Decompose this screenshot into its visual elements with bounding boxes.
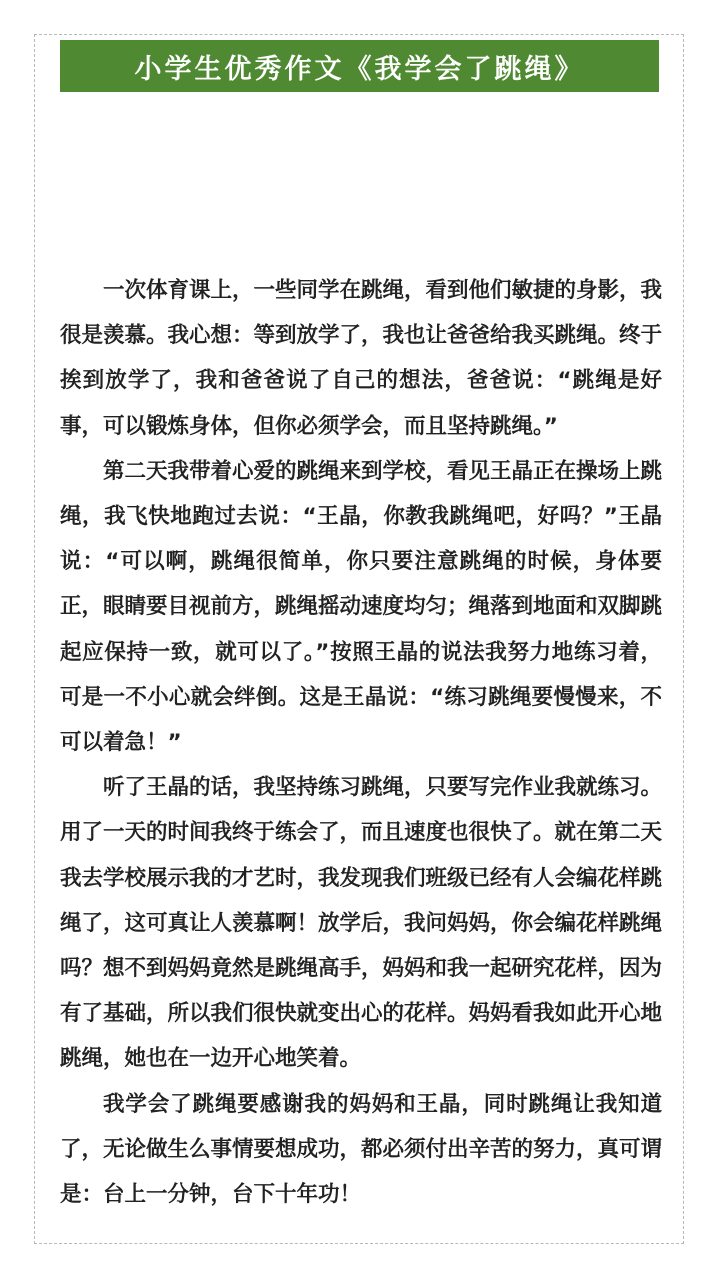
essay-paragraph-3: 听了王晶的话，我坚持练习跳绳，只要写完作业我就练习。用了一天的时间我终于练会了，而且速度也很快了。就在第二天我去学校展示我的才艺时，我发现我们班级已经有人会编花样跳绳了，这可真让人羡慕啊！放学后，我问妈妈，你会编花样跳绳吗？想不到妈妈竟然是跳绳高手，妈妈和我一起研究花样，因为有了基础，所以我们很快就变出心的花样。妈妈看我如此开心地跳绳，她也在一边开心地笑着。: [60, 775, 663, 1072]
page-title: 小学生优秀作文《我学会了跳绳》: [134, 53, 585, 85]
essay-paragraph-1: 一次体育课上，一些同学在跳绳，看到他们敏捷的身影，我很是羡慕。我心想：等到放学了，我也让爸爸给我买跳绳。终于挨到放学了，我和爸爸说了自己的想法，爸爸说：“跳绳是好事，可以锻炼身体，但你必须学会，而且坚持跳绳。”: [60, 278, 663, 439]
essay-body: [60, 268, 662, 1217]
title-banner: [60, 40, 659, 92]
essay-paragraph-2: 第二天我带着心爱的跳绳来到学校，看见王晶正在操场上跳绳，我飞快地跑过去说：“王晶，你教我跳绳吧，好吗？”王晶说：“可以啊，跳绳很简单，你只要注意跳绳的时候，身体要正，眼睛要目视前方，跳绳摇动速度均匀；绳落到地面和双脚跳起应保持一致，就可以了。”按照王晶的说法我努力地练习着，可是一不小心就会绊倒。这是王晶说：“练习跳绳要慢慢来，不可以着急！”: [60, 458, 663, 756]
essay-paragraph-4: 我学会了跳绳要感谢我的妈妈和王晶，同时跳绳让我知道了，无论做生么事情要想成功，都必须付出辛苦的努力，真可谓是：台上一分钟，台下十年功！: [60, 1091, 663, 1208]
